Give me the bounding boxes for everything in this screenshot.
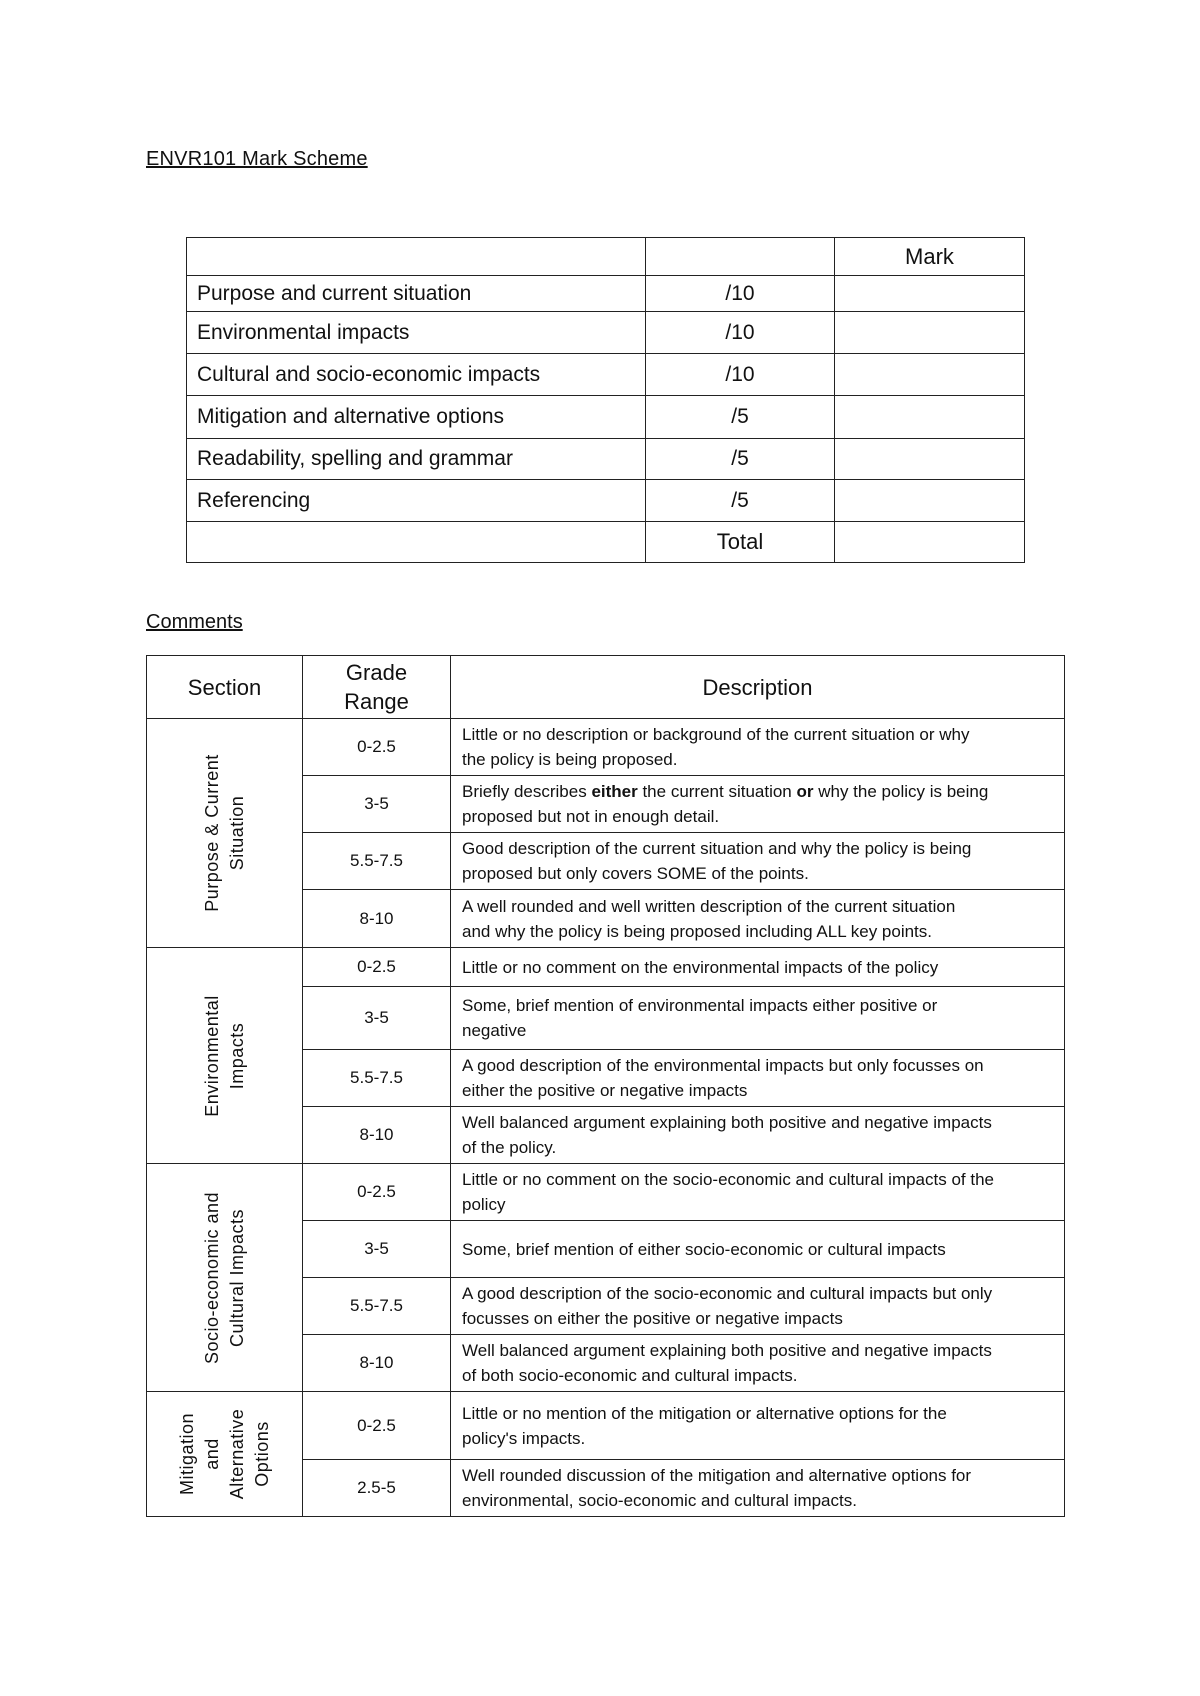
grade-description — [451, 1050, 1065, 1107]
total-mark-cell[interactable] — [835, 522, 1025, 563]
mark-row — [187, 396, 1025, 439]
description-line: focusses on either the positive or negative impacts — [462, 1309, 843, 1328]
description-line: policy's impacts. — [462, 1428, 586, 1448]
criterion-label: Environmental impacts — [187, 312, 646, 354]
section-label-line: Environmental — [201, 994, 222, 1117]
description-line: Little or no description or background of the current situation or why — [462, 725, 970, 744]
section-label-line: Impacts — [226, 1022, 247, 1089]
section-environmental-impacts — [147, 948, 303, 1164]
criterion-mark-cell[interactable] — [835, 396, 1025, 439]
rubric-header-section: Section — [147, 656, 303, 719]
description-line: the policy is being proposed. — [462, 750, 678, 769]
grade-range: 8-10 — [303, 890, 451, 948]
rubric-row — [147, 1164, 1065, 1221]
rubric-row — [147, 719, 1065, 776]
grade-range: 8-10 — [303, 1107, 451, 1164]
section-label-line: Purpose & Current — [201, 754, 222, 912]
section-label-line: Alternative — [226, 1408, 247, 1500]
total-empty-cell — [187, 522, 646, 563]
section-label — [200, 1191, 250, 1363]
grade-description — [451, 948, 1065, 987]
description-line: Some, brief mention of either socio-economic or cultural impacts — [462, 1239, 946, 1259]
grade-header-line1: Grade — [345, 660, 408, 685]
grade-range: 0-2.5 — [303, 1392, 451, 1460]
description-text: why the policy is being — [813, 782, 989, 801]
criterion-max: /10 — [646, 312, 835, 354]
mark-total-row — [187, 522, 1025, 563]
grade-description — [451, 1392, 1065, 1460]
grade-description — [451, 719, 1065, 776]
grade-description — [451, 776, 1065, 833]
description-text: Briefly describes — [462, 782, 592, 801]
section-label-line: and — [201, 1438, 222, 1470]
total-label: Total — [646, 522, 835, 563]
mark-row — [187, 439, 1025, 480]
grade-description — [451, 1460, 1065, 1517]
description-line: A good description of the socio-economic and cultural impacts but only — [462, 1284, 993, 1303]
comments-heading: Comments — [146, 611, 243, 633]
rubric-header-row — [147, 656, 1065, 719]
description-line: proposed but only covers SOME of the points. — [462, 864, 809, 883]
description-line: A good description of the environmental impacts but only focusses on — [462, 1056, 984, 1075]
section-socio-economic-cultural-impacts — [147, 1164, 303, 1392]
criterion-max: /10 — [646, 276, 835, 312]
mark-row — [187, 276, 1025, 312]
description-text: the current situation — [637, 782, 797, 801]
description-line: Well rounded discussion of the mitigation and alternative options for — [462, 1466, 972, 1485]
grade-description — [451, 1164, 1065, 1221]
rubric-row — [147, 1392, 1065, 1460]
grade-range: 8-10 — [303, 1335, 451, 1392]
criterion-label: Readability, spelling and grammar — [187, 439, 646, 480]
section-mitigation-alternative-options — [147, 1392, 303, 1517]
rubric-table — [146, 655, 1065, 1517]
description-line: A well rounded and well written description of the current situation — [462, 896, 956, 916]
grade-description — [451, 833, 1065, 890]
description-line: Little or no mention of the mitigation or alternative options for the — [462, 1403, 947, 1423]
mark-table-header-row — [187, 238, 1025, 276]
grade-range: 0-2.5 — [303, 948, 451, 987]
criterion-mark-cell[interactable] — [835, 354, 1025, 396]
grade-range: 3-5 — [303, 987, 451, 1050]
rubric-row — [147, 948, 1065, 987]
description-line: policy — [462, 1195, 506, 1214]
grade-range: 5.5-7.5 — [303, 833, 451, 890]
description-line: environmental, socio-economic and cultural impacts. — [462, 1491, 857, 1510]
mark-header-criterion — [187, 238, 646, 276]
section-label-line: Socio-economic and — [201, 1191, 222, 1364]
mark-row — [187, 480, 1025, 522]
description-line: Some, brief mention of environmental impacts either positive or — [462, 996, 938, 1015]
grade-description — [451, 1278, 1065, 1335]
description-line: Well balanced argument explaining both positive and negative impacts — [462, 1341, 992, 1360]
grade-range: 0-2.5 — [303, 1164, 451, 1221]
section-label — [175, 1409, 275, 1500]
mark-header-max — [646, 238, 835, 276]
description-line: of both socio-economic and cultural impacts. — [462, 1366, 798, 1385]
description-emphasis: or — [796, 782, 814, 801]
description-line: Little or no comment on the socio-economic and cultural impacts of the — [462, 1170, 994, 1189]
grade-description — [451, 1221, 1065, 1278]
criterion-mark-cell[interactable] — [835, 312, 1025, 354]
grade-range: 0-2.5 — [303, 719, 451, 776]
criterion-max: /5 — [646, 439, 835, 480]
section-label-line: Options — [251, 1421, 272, 1487]
mark-summary-table — [186, 237, 1025, 563]
rubric-header-description: Description — [451, 656, 1065, 719]
description-emphasis: either — [591, 782, 638, 801]
grade-description — [451, 987, 1065, 1050]
section-purpose-current-situation — [147, 719, 303, 948]
rubric-header-grade-range — [303, 656, 451, 719]
mark-row — [187, 312, 1025, 354]
grade-description — [451, 1107, 1065, 1164]
grade-range: 5.5-7.5 — [303, 1050, 451, 1107]
section-label-line: Mitigation — [176, 1412, 197, 1496]
mark-row — [187, 354, 1025, 396]
criterion-label: Purpose and current situation — [187, 276, 646, 312]
section-label — [200, 754, 250, 912]
criterion-max: /10 — [646, 354, 835, 396]
grade-description — [451, 1335, 1065, 1392]
criterion-label: Referencing — [187, 480, 646, 522]
criterion-mark-cell[interactable] — [835, 439, 1025, 480]
grade-range: 3-5 — [303, 776, 451, 833]
document-title: ENVR101 Mark Scheme — [146, 148, 368, 170]
grade-range: 5.5-7.5 — [303, 1278, 451, 1335]
description-line: Good description of the current situation and why the policy is being — [462, 839, 972, 858]
section-label-line: Situation — [226, 795, 247, 871]
description-line: Well balanced argument explaining both positive and negative impacts — [462, 1113, 992, 1132]
criterion-mark-cell[interactable] — [835, 276, 1025, 312]
description-line: of the policy. — [462, 1138, 557, 1157]
section-label — [200, 995, 250, 1117]
description-line: and why the policy is being proposed including ALL key points. — [462, 921, 933, 941]
description-line: Little or no comment on the environmental impacts of the policy — [462, 957, 939, 977]
criterion-max: /5 — [646, 396, 835, 439]
grade-range: 3-5 — [303, 1221, 451, 1278]
mark-header-mark: Mark — [835, 238, 1025, 276]
section-label-line: Cultural Impacts — [226, 1208, 247, 1347]
grade-header-line2: Range — [344, 689, 409, 714]
criterion-label: Mitigation and alternative options — [187, 396, 646, 439]
description-line: proposed but not in enough detail. — [462, 807, 720, 826]
criterion-mark-cell[interactable] — [835, 480, 1025, 522]
criterion-label: Cultural and socio-economic impacts — [187, 354, 646, 396]
grade-description — [451, 890, 1065, 948]
description-line: negative — [462, 1021, 527, 1040]
criterion-max: /5 — [646, 480, 835, 522]
grade-range: 2.5-5 — [303, 1460, 451, 1517]
description-line: either the positive or negative impacts — [462, 1081, 748, 1100]
